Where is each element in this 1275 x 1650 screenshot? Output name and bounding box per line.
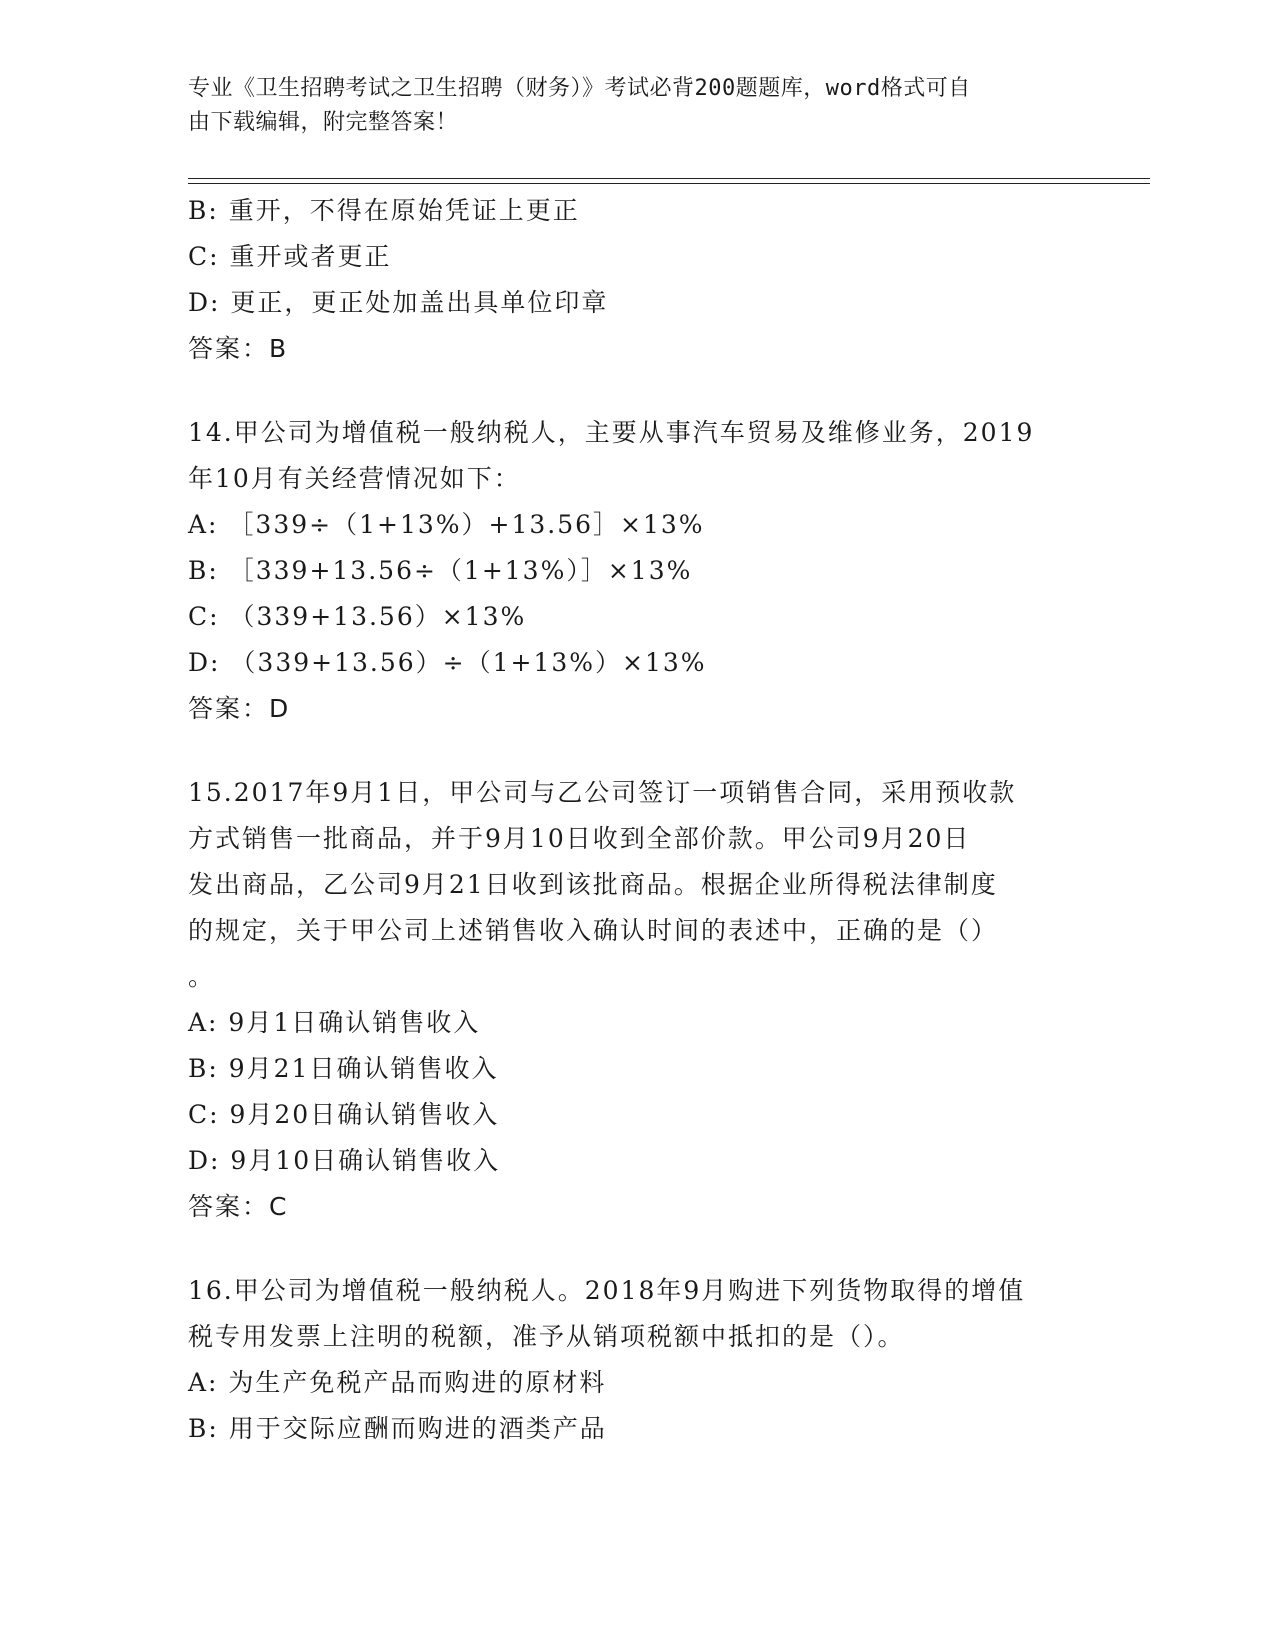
option-a: A: 为生产免税产品而购进的原材料 xyxy=(188,1368,607,1397)
option-d: D: 更正，更正处加盖出具单位印章 xyxy=(188,288,609,317)
option-d: D: （339+13.56）÷（1+13%）×13% xyxy=(188,648,707,677)
spacer xyxy=(188,732,1088,770)
question-text xyxy=(188,1268,1088,1360)
option-c: C: （339+13.56）×13% xyxy=(188,602,527,631)
option-c: C: 9月20日确认销售收入 xyxy=(188,1100,500,1129)
answer: 答案：D xyxy=(188,694,291,723)
question-text-line: 发出商品，乙公司9月21日收到该批商品。根据企业所得税法律制度 xyxy=(188,870,998,899)
document-body xyxy=(188,188,1088,1452)
spacer xyxy=(188,372,1088,410)
question-text xyxy=(188,770,1088,1000)
question-text-line: 。 xyxy=(188,962,216,991)
document-header xyxy=(188,72,1068,140)
option-b: B: ［339+13.56÷（1+13%）］×13% xyxy=(188,556,693,585)
option-b: B: 用于交际应酬而购进的酒类产品 xyxy=(188,1414,607,1443)
option-c: C: 重开或者更正 xyxy=(188,242,392,271)
header-line-1: 专业《卫生招聘考试之卫生招聘（财务）》考试必背200题题库，word格式可自 xyxy=(188,76,971,101)
answer: 答案：B xyxy=(188,334,289,363)
question-14 xyxy=(188,410,1088,732)
question-13 xyxy=(188,188,1088,372)
question-text-line: 税专用发票上注明的税额，准予从销项税额中抵扣的是（）。 xyxy=(188,1322,905,1351)
header-divider-bottom xyxy=(188,183,1150,184)
option-a: A: ［339÷（1+13%）+13.56］×13% xyxy=(188,510,705,539)
question-text-line: 14.甲公司为增值税一般纳税人，主要从事汽车贸易及维修业务，2019 xyxy=(188,418,1035,447)
answer: 答案：C xyxy=(188,1192,289,1221)
option-a: A: 9月1日确认销售收入 xyxy=(188,1008,481,1037)
question-text-line: 的规定，关于甲公司上述销售收入确认时间的表述中，正确的是（） xyxy=(188,916,999,945)
question-text xyxy=(188,410,1088,502)
option-b: B: 9月21日确认销售收入 xyxy=(188,1054,499,1083)
question-text-line: 方式销售一批商品，并于9月10日收到全部价款。甲公司9月20日 xyxy=(188,824,971,853)
question-16 xyxy=(188,1268,1088,1452)
header-line-2: 由下载编辑，附完整答案！ xyxy=(188,110,459,135)
question-15 xyxy=(188,770,1088,1230)
question-text-line: 年10月有关经营情况如下： xyxy=(188,464,521,493)
question-text-line: 16.甲公司为增值税一般纳税人。2018年9月购进下列货物取得的增值 xyxy=(188,1276,1026,1305)
question-text-line: 15.2017年9月1日，甲公司与乙公司签订一项销售合同，采用预收款 xyxy=(188,778,1017,807)
option-b: B: 重开，不得在原始凭证上更正 xyxy=(188,196,580,225)
spacer xyxy=(188,1230,1088,1268)
header-divider-top xyxy=(188,178,1150,179)
option-d: D: 9月10日确认销售收入 xyxy=(188,1146,501,1175)
